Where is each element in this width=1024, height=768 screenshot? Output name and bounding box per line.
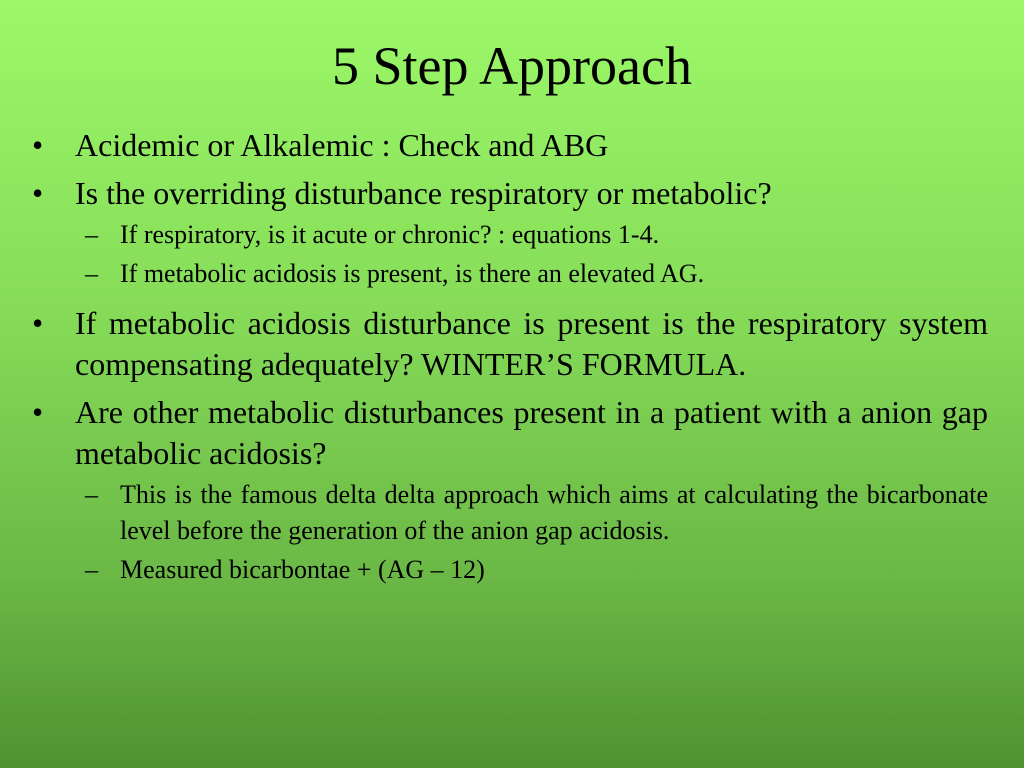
dash-icon: – xyxy=(85,555,98,584)
bullet-text: Is the overriding disturbance respiratory or metabolic? xyxy=(75,175,772,211)
bullet-list xyxy=(0,118,1024,588)
bullet-icon: • xyxy=(32,394,44,430)
bullet-item xyxy=(32,118,988,166)
dash-icon: – xyxy=(85,220,98,249)
bullet-icon: • xyxy=(32,305,44,341)
bullet-text: If metabolic acidosis disturbance is present is the respiratory system compensating adequately? WINTER’S FORMULA. xyxy=(75,305,988,382)
sub-bullet-text: This is the famous delta delta approach which aims at calculating the bicarbonate level before the generation of the anion gap acidosis. xyxy=(120,480,988,545)
bullet-icon: • xyxy=(32,127,44,163)
bullet-item xyxy=(32,385,988,474)
sub-bullet-text: If metabolic acidosis is present, is there an elevated AG. xyxy=(120,259,705,288)
bullet-text: Acidemic or Alkalemic : Check and ABG xyxy=(75,127,609,163)
dash-icon: – xyxy=(85,259,98,288)
sub-bullet-text: Measured bicarbontae + (AG – 12) xyxy=(120,555,485,584)
sub-bullet-item xyxy=(85,474,988,549)
bullet-icon: • xyxy=(32,175,44,211)
bullet-item xyxy=(32,296,988,385)
bullet-text: Are other metabolic disturbances present in a patient with a anion gap metabolic acidosis? xyxy=(75,394,988,471)
dash-icon: – xyxy=(85,480,98,509)
sub-bullet-item xyxy=(85,214,988,253)
sub-bullet-item xyxy=(85,253,988,292)
slide-title: 5 Step Approach xyxy=(332,36,692,96)
sub-bullet-text: If respiratory, is it acute or chronic? : equations 1-4. xyxy=(120,220,660,249)
sub-bullet-item xyxy=(85,549,988,588)
bullet-item xyxy=(32,166,988,214)
